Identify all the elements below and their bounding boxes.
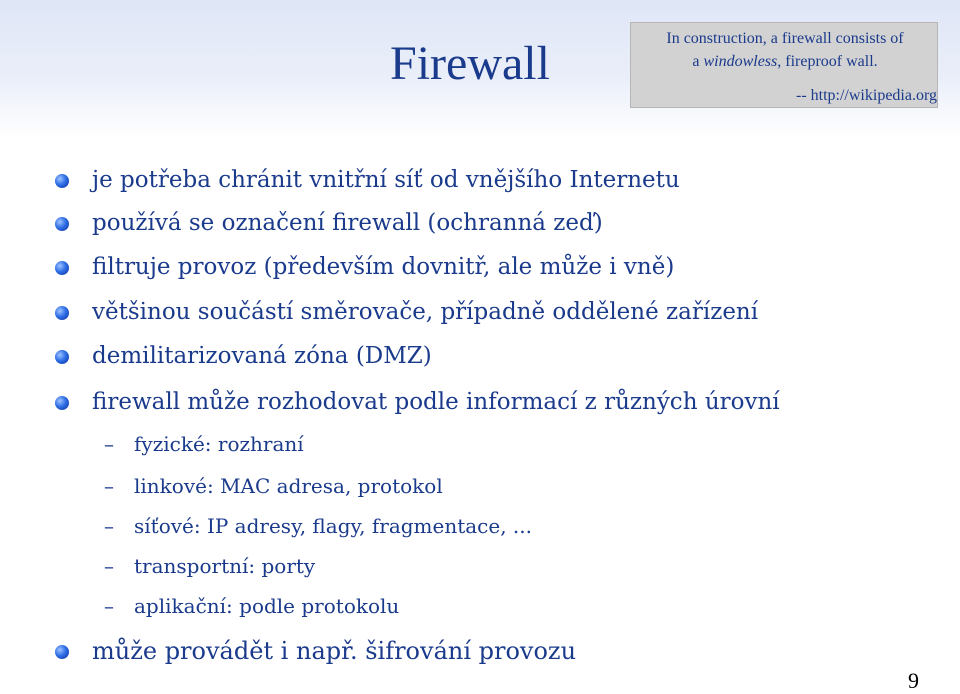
sub-bullet-item (104, 431, 304, 457)
sub-bullet-item (104, 593, 400, 619)
sub-bullet-item (104, 553, 316, 579)
bullet-text: filtruje provoz (především dovnitř, ale může i vně) (92, 254, 675, 280)
sub-bullet-item (104, 513, 533, 539)
sub-bullet-item (104, 473, 443, 499)
slide-title: Firewall (390, 37, 550, 90)
bullet-item (92, 208, 603, 238)
bullet-item (92, 252, 674, 282)
quote-line-1: In construction, a firewall consists of (666, 30, 904, 47)
bullet-text: většinou součástí směrovače, případně oddělené zařízení (92, 299, 759, 325)
quote-source: -- http://wikipedia.org (795, 87, 937, 104)
bullet-text: je potřeba chránit vnitřní síť od vnějšího Internetu (92, 167, 680, 193)
quote-line-2-suffix: , fireproof wall. (777, 53, 878, 70)
quote-box (630, 22, 938, 108)
sub-bullet-text: fyzické: rozhraní (134, 432, 304, 456)
bullet-item (92, 387, 780, 417)
bullet-icon (55, 350, 69, 364)
sub-bullet-dash: – (104, 514, 114, 538)
quote-emphasis: windowless (703, 53, 778, 70)
bullet-item (92, 341, 432, 371)
sub-bullet-dash: – (104, 432, 114, 456)
sub-bullet-text: transportní: porty (134, 554, 316, 578)
sub-bullet-dash: – (104, 594, 114, 618)
quote-line-2 (639, 50, 931, 73)
bullet-icon (55, 261, 69, 275)
bullet-icon (55, 396, 69, 410)
bullet-text: demilitarizovaná zóna (DMZ) (92, 343, 432, 369)
bullet-text: používá se označení firewall (ochranná zeď) (92, 210, 603, 236)
page-number: 9 (908, 668, 919, 693)
sub-bullet-text: linkové: MAC adresa, protokol (134, 474, 443, 498)
bullet-icon (55, 645, 69, 659)
sub-bullet-dash: – (104, 474, 114, 498)
bullet-item (92, 636, 576, 666)
sub-bullet-text: aplikační: podle protokolu (134, 594, 400, 618)
bullet-text: může provádět i např. šifrování provozu (92, 637, 577, 665)
bullet-icon (55, 174, 69, 188)
sub-bullet-text: síťové: IP adresy, flagy, fragmentace, ... (134, 514, 533, 538)
bullet-icon (55, 306, 69, 320)
quote-line-2-prefix: a (692, 53, 704, 70)
bullet-icon (55, 217, 69, 231)
bullet-text: firewall může rozhodovat podle informací z různých úrovní (92, 389, 780, 415)
bullet-item (92, 297, 758, 327)
sub-bullet-dash: – (104, 554, 114, 578)
bullet-item (92, 165, 680, 195)
